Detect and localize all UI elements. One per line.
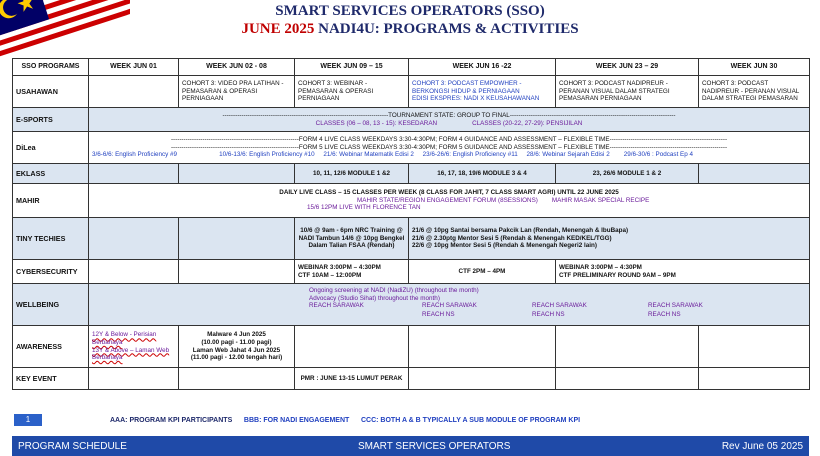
table-cell — [556, 326, 699, 368]
column-header: WEEK JUN 23 – 29 — [556, 59, 699, 76]
cell-line — [309, 302, 806, 320]
dilea-form4: FORM 4 LIVE CLASS WEEKDAYS 3:30-4:30PM; FORM 4 GUIDANCE AND ASSESSMENT – FLEXIBLE TIME — [298, 136, 610, 144]
reach-label: REACH SARAWAK — [422, 302, 477, 310]
reach-label: REACH SARAWAK — [309, 302, 364, 310]
reach-label: REACH NS — [532, 311, 565, 319]
cell-line: COHORT 3: PODCAST EMPOWHER - BERKONGSI HIDUP & PERNIAGAAN — [412, 80, 522, 95]
mahir-masak: MAHIR MASAK SPECIAL RECIPE — [551, 196, 650, 204]
legend-ccc: CCC: BOTH A & B TYPICALLY A SUB MODULE OF PROGRAM KPI — [360, 417, 581, 424]
dilea-item: 3/6-6/6: English Proficiency #9 — [92, 151, 178, 159]
table-cell — [409, 368, 556, 390]
schedule-table — [12, 58, 810, 390]
table-row — [13, 368, 810, 390]
cell-line — [92, 197, 806, 205]
mahir-forum: MAHIR STATE/REGION ENGAGEMENT FORUM (8SESSIONS) — [357, 196, 538, 204]
reach-label: REACH SARAWAK — [648, 302, 703, 310]
table-cell — [179, 260, 295, 284]
table-header-row — [13, 59, 810, 76]
cell-line — [92, 151, 806, 159]
cell-line: 21/6 @ 2.30ptg Mentor Sesi 5 (Rendah & Menengah KED/KEL/TGG) — [412, 234, 612, 242]
cell-line: -------------------------------------------------------------FORM 4 LIVE CLASS WEEKDAYS 3:30-4:30PM; FORM 4 GUIDANCE AND ASSESSMENT – FLEXIBLE TIME-------------------------------------------------------- — [170, 136, 728, 144]
table-cell — [179, 218, 295, 260]
table-row — [13, 326, 810, 368]
cell-line: 22/6 @ 10pg Mentor Sesi 5 (Rendah & Menengah Negeri2 lain) — [412, 242, 597, 250]
title-month: JUNE 2025 — [241, 21, 315, 37]
table-cell: 10/6 @ 9am - 6pm NRC Training @ NADI Tambun 14/6 @ 10pg Bengkel Dalam Talian FSAA (Rendah) — [295, 218, 409, 260]
column-header: WEEK JUN 02 - 08 — [179, 59, 295, 76]
table-cell: 23, 26/6 MODULE 1 & 2 — [556, 164, 699, 184]
table-cell — [409, 76, 556, 108]
table-row — [13, 184, 810, 218]
table-cell — [179, 326, 295, 368]
table-cell — [179, 164, 295, 184]
table-row — [13, 284, 810, 326]
esports-classes-1: CLASSES (06 – 08, 13 - 15): KESEDARAN — [315, 119, 438, 127]
table-cell — [556, 368, 699, 390]
table-cell — [699, 326, 810, 368]
cell-line: EDISI EKSPRES: NADI X KEUSAHAWANAN — [412, 95, 540, 103]
table-row — [13, 260, 810, 284]
title-line-1: SMART SERVICES OPERATORS (SSO) — [275, 3, 545, 19]
reach-label: REACH SARAWAK — [532, 302, 587, 310]
title-line-2 — [0, 20, 820, 38]
row-label-dilea: DiLea — [13, 132, 89, 164]
table-cell — [699, 368, 810, 390]
cell-line: (11.00 pagi - 12.00 tengah hari) — [190, 354, 283, 362]
table-cell: COHORT 3: VIDEO PRA LATIHAN - PEMASARAN & OPERASI PERNIAGAAN — [179, 76, 295, 108]
table-row — [13, 108, 810, 132]
table-cell — [89, 108, 810, 132]
table-cell — [89, 164, 179, 184]
row-label-usahawan: USAHAWAN — [13, 76, 89, 108]
cell-line: CTF 10AM – 12:00PM — [298, 271, 362, 279]
cell-line: (10.00 pagi - 11.00 pagi) — [201, 338, 272, 346]
footer-right: Rev June 05 2025 — [721, 441, 803, 452]
cell-line: 21/6 @ 10pg Santai bersama Pakcik Lan (Rendah, Menengah & IbuBapa) — [412, 227, 629, 235]
page-number: 1 — [14, 414, 42, 426]
row-label-eklass: EKLASS — [13, 164, 89, 184]
table-row — [13, 132, 810, 164]
table-cell: 16, 17, 18, 19/6 MODULE 3 & 4 — [409, 164, 556, 184]
legend — [110, 417, 580, 424]
column-header: WEEK JUN 01 — [89, 59, 179, 76]
legend-bbb: BBB: FOR NADI ENGAGEMENT — [243, 417, 350, 424]
table-cell — [409, 326, 556, 368]
wellbeing-screening: Ongoing screening at NADI (NadiZU) (throughout the month) — [309, 287, 479, 294]
table-cell: PMR : JUNE 13-15 LUMUT PERAK — [295, 368, 409, 390]
reach-label: REACH NS — [422, 311, 455, 319]
column-header: WEEK JUN 09 – 15 — [295, 59, 409, 76]
table-cell — [409, 218, 810, 260]
cell-line: CTF PRELIMINARY ROUND 9AM – 9PM — [559, 271, 676, 279]
dilea-item: 21/6: Webinar Matematik Edisi 2 — [323, 151, 414, 159]
row-label-cybersecurity: CYBERSECURITY — [13, 260, 89, 284]
mahir-live: 15/6 12PM LIVE WITH FLORENCE TAN — [307, 204, 421, 212]
dilea-item: 10/6-13/6: English Proficiency #10 — [219, 151, 315, 159]
dilea-item: 28/6: Webinar Sejarah Edisi 2 — [526, 151, 610, 159]
wellbeing-advocacy: Advocacy (Studio Sihat) throughout the month) — [309, 294, 440, 302]
table-row — [13, 164, 810, 184]
footer-left: PROGRAM SCHEDULE — [18, 441, 127, 452]
document-title — [0, 2, 820, 38]
table-cell: CTF 2PM – 4PM — [409, 260, 556, 284]
dilea-item: 23/6-26/6: English Proficiency #11 — [422, 151, 518, 159]
dilea-item: 29/6-30/6 : Podcast Ep 4 — [623, 151, 694, 159]
reach-label: REACH NS — [648, 311, 681, 319]
table-cell — [89, 326, 179, 368]
cell-line: -------------------------------------------------------------FORM 5 LIVE CLASS WEEKDAYS 3:30-4:30PM; FORM 5 GUIDANCE AND ASSESSMENT – FLEXIBLE TIME-------------------------------------------------------- — [170, 143, 728, 151]
row-label-tiny-techies: TINY TECHIES — [13, 218, 89, 260]
column-header: WEEK JUN 30 — [699, 59, 810, 76]
table-cell: 10, 11, 12/6 MODULE 1 &2 — [295, 164, 409, 184]
table-cell — [556, 260, 810, 284]
cell-line: 13Y & Above – Laman Web Berbahaya — [92, 346, 170, 362]
column-header: SSO PROGRAMS — [13, 59, 89, 76]
table-cell — [89, 260, 179, 284]
table-cell — [89, 218, 179, 260]
table-cell — [295, 260, 409, 284]
footer-bar — [12, 436, 809, 456]
table-cell — [179, 368, 295, 390]
table-cell: COHORT 3: WEBINAR - PEMASARAN & OPERASI PERNIAGAAN — [295, 76, 409, 108]
table-cell — [89, 368, 179, 390]
table-cell — [89, 284, 810, 326]
table-row — [13, 218, 810, 260]
table-cell: COHORT 3: PODCAST NADIPREUR - PERANAN VISUAL DALAM STRATEGI PEMASARAN PERNIAGAAN — [556, 76, 699, 108]
mahir-daily: DAILY LIVE CLASS – 15 CLASSES PER WEEK (8 CLASS FOR JAHIT, 7 CLASS SMART AGRI) UNTIL 22 JUNE 2025 — [279, 189, 619, 197]
cell-line: -------------------------------------------------------------------------------TOURNAMENT STATE: GROUP TO FINAL------------------------------------------------------------------------------- — [222, 111, 676, 119]
cell-line — [92, 120, 806, 128]
column-header: WEEK JUN 16 -22 — [409, 59, 556, 76]
table-cell — [89, 76, 179, 108]
row-label-esports: E-SPORTS — [13, 108, 89, 132]
cell-line: Laman Web Jahat 4 Jun 2025 — [192, 346, 281, 354]
row-label-wellbeing: WELLBEING — [13, 284, 89, 326]
cell-line: WEBINAR 3:00PM – 4:30PM — [559, 263, 642, 271]
table-cell — [89, 184, 810, 218]
esports-classes-2: CLASSES (20-22, 27-29): PENSIJILAN — [472, 119, 583, 127]
cell-line: WEBINAR 3:00PM – 4:30PM — [298, 263, 381, 271]
dilea-form5: FORM 5 LIVE CLASS WEEKDAYS 3:30-4:30PM; FORM 5 GUIDANCE AND ASSESSMENT – FLEXIBLE TIME — [298, 143, 610, 151]
table-cell — [699, 164, 810, 184]
cell-line: Malware 4 Jun 2025 — [207, 331, 266, 339]
table-cell: COHORT 3: PODCAST NADIPREUR - PERANAN VISUAL DALAM STRATEGI PEMASARAN — [699, 76, 810, 108]
legend-aaa: AAA: PROGRAM KPI PARTICIPANTS — [110, 417, 233, 424]
table-row — [13, 76, 810, 108]
esports-tournament: TOURNAMENT STATE: GROUP TO FINAL — [388, 111, 510, 119]
row-label-key-event: KEY EVENT — [13, 368, 89, 390]
table-cell — [295, 326, 409, 368]
title-subtitle: NADI4U: PROGRAMS & ACTIVITIES — [318, 21, 579, 37]
cell-line: 12Y & Below - Perisian Berbahaya — [92, 331, 157, 346]
row-label-mahir: MAHIR — [13, 184, 89, 218]
table-cell — [89, 132, 810, 164]
row-label-awareness: AWARENESS — [13, 326, 89, 368]
footer-center: SMART SERVICES OPERATORS — [358, 441, 511, 452]
